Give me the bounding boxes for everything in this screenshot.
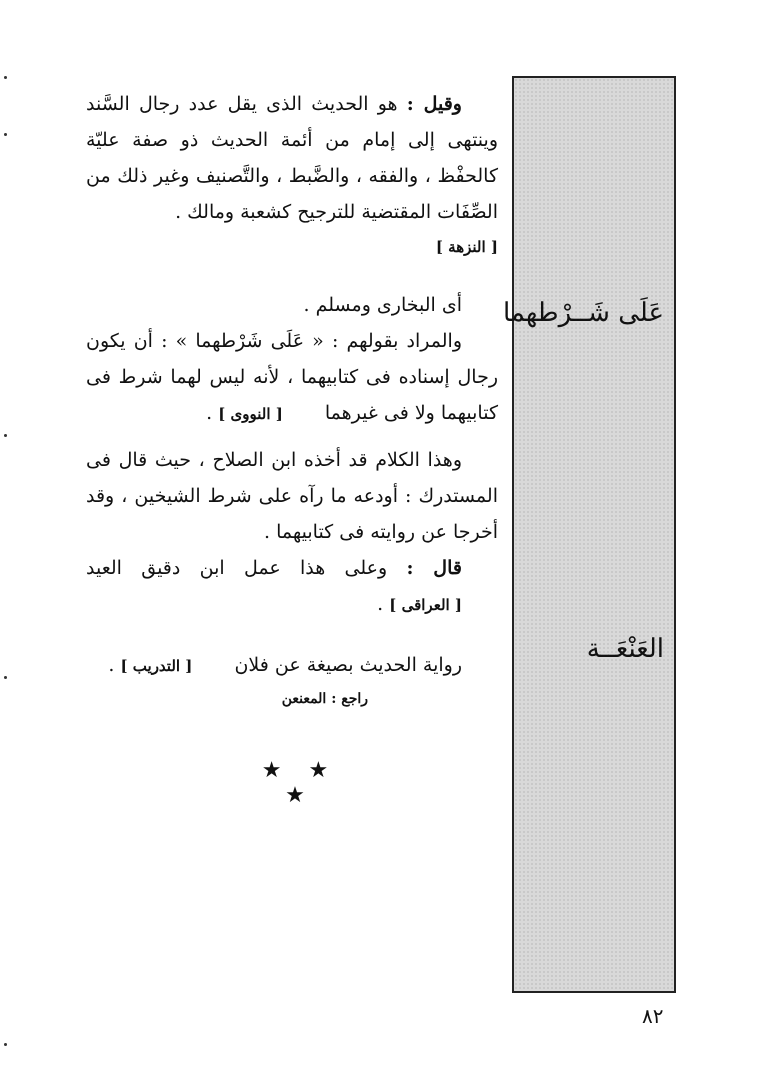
paragraph-text: وهذا الكلام قد أخذه ابن الصلاح ، حيث قال فى المستدرك : أودعه ما رآه على شرط الشيخين ، وقد أخرجا عن روايته فى كتابيهما .	[86, 449, 498, 543]
main-text	[86, 86, 498, 714]
page-number: ٨٢	[642, 1004, 664, 1028]
scan-mark	[4, 76, 7, 79]
paragraph-end: .	[377, 593, 390, 615]
source-line	[86, 230, 498, 263]
section-divider-stars: ★ ★ ★	[261, 758, 339, 808]
scan-mark	[4, 133, 7, 136]
source-citation: [ العراقى ]	[389, 596, 462, 614]
source-citation: [ النووى ]	[218, 405, 283, 423]
source-citation: [ النزهة ]	[435, 238, 498, 256]
scan-mark	[4, 1043, 7, 1046]
paragraph-text: والمراد بقولهم : « عَلَى شَرْطهما » : أن يكون رجال إسناده فى كتابيهما ، لأنه ليس لهما شرط فى كتابيهما ولا فى غيرهما	[86, 330, 498, 424]
paragraph-lead: وقيل :	[406, 93, 462, 115]
paragraph-end: .	[206, 402, 219, 424]
see-also-reference: راجع : المعنعن	[281, 691, 368, 707]
definition-paragraph-2	[86, 287, 498, 323]
scan-mark	[4, 676, 7, 679]
paragraph-lead: قال :	[406, 557, 462, 579]
paragraph-text: هو الحديث الذى يقل عدد رجال السَّند وينتهى إلى إمام من أئمة الحديث ذو صفة عليّة كالحفْظ ، والفقه ، والضَّبط ، والتَّصنيف وغير ذلك من الصِّفَات المقتضية للترجيح كشعبة ومالك .	[86, 93, 498, 223]
paragraph-text: وعلى هذا عمل ابن دقيق العيد	[86, 557, 388, 579]
paragraph-text: رواية الحديث بصيغة عن فلان	[234, 654, 462, 676]
definition-paragraph-1	[86, 86, 498, 230]
paragraph-text: أى البخارى ومسلم .	[303, 294, 462, 316]
term-ala-shartihima: عَلَى شَــرْطهما	[502, 298, 664, 328]
definition-paragraph-4	[86, 442, 498, 550]
term-anana: العَنْعَــة	[586, 634, 664, 664]
scan-mark	[4, 434, 7, 437]
paragraph-end: .	[108, 654, 121, 676]
source-citation: [ التدريب ]	[120, 657, 193, 675]
definition-paragraph-3	[86, 323, 498, 432]
definition-paragraph-5	[86, 550, 498, 623]
terms-sidebar	[502, 76, 676, 993]
definition-paragraph-6	[86, 647, 498, 684]
